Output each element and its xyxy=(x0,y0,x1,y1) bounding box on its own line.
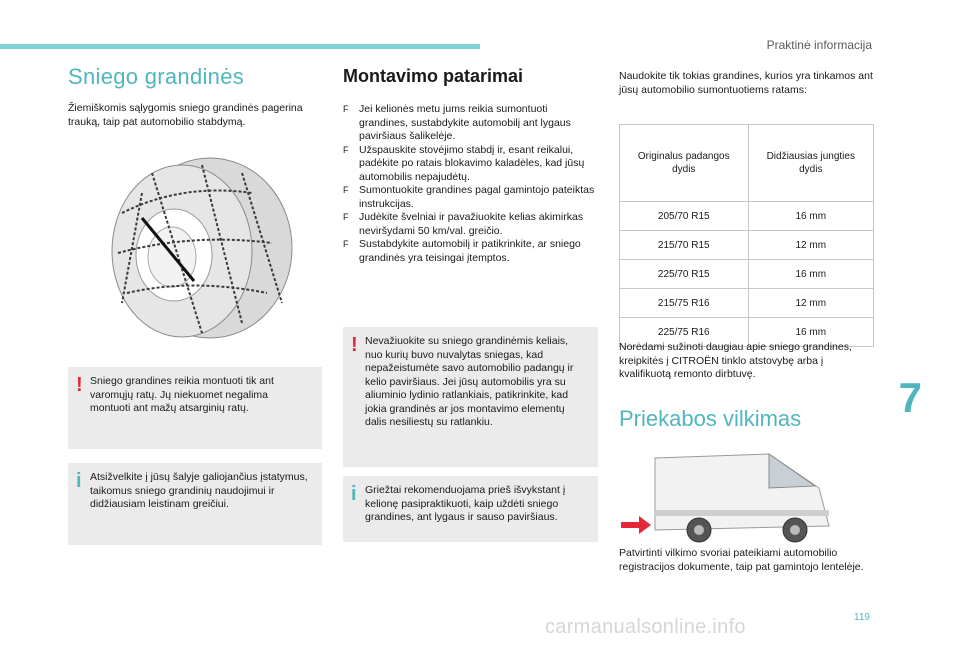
info-icon: i xyxy=(351,483,357,505)
warning-text: Nevažiuokite su sniego grandinėmis keliais, nuo kurių buvo nuvalytas sniegas, kad nepažeistumėte savo automobilio padangų ir kelio paviršiaus. Jei jūsų automobilis yra su aliuminio lydinio ratlankiais, patikrinkite, kad jokia grandinės ar jos montavimo elementų dalis nesiliestų su ratlankiu. xyxy=(365,335,574,428)
tyre-with-snow-chain-icon xyxy=(82,153,308,343)
bullet-icon: F xyxy=(343,239,349,249)
table-row xyxy=(620,202,874,231)
header-accent-bar xyxy=(0,44,480,49)
more-info-text: Norėdami sužinoti daugiau apie sniego grandines, kreipkitės į CITROËN tinklo atstovybę arba į kvalifikuotą remonto dirbtuvę. xyxy=(619,341,852,380)
list-item xyxy=(343,144,598,185)
list-item-text: Jei kelionės metu jums reikia sumontuoti grandines, sustabdykite automobilį ant lygaus paviršiaus šalikelėje. xyxy=(359,103,571,142)
towing-text: Patvirtinti vilkimo svoriai pateikiami automobilio registracijos dokumente, taip pat gamintojo lentelėje. xyxy=(619,547,864,573)
table-intro: Naudokite tik tokias grandines, kurios yra tinkamos ant jūsų automobilio sumontuotiems ratams: xyxy=(619,70,873,96)
table-cell: 12 mm xyxy=(748,231,873,260)
list-item xyxy=(343,103,598,144)
title-mounting-tips: Montavimo patarimai xyxy=(343,66,524,86)
table-header-row xyxy=(620,125,874,202)
info-icon: i xyxy=(76,470,82,492)
title-towing: Priekabos vilkimas xyxy=(619,406,802,431)
table-row xyxy=(620,231,874,260)
table-cell: 205/70 R15 xyxy=(620,202,749,231)
section-title: Praktinė informacija xyxy=(766,38,872,52)
info-box xyxy=(343,476,598,542)
table-cell: 215/75 R16 xyxy=(620,289,749,318)
warning-box xyxy=(343,327,598,467)
warning-icon: ! xyxy=(351,334,358,356)
bullet-icon: F xyxy=(343,212,349,222)
list-item-text: Judėkite švelniai ir pavažiuokite kelias akimirkas neviršydami 50 km/val. greičio. xyxy=(359,211,584,237)
table-cell: 16 mm xyxy=(748,260,873,289)
warning-box xyxy=(68,367,322,449)
mounting-tips-list xyxy=(343,103,598,265)
list-item-text: Užspauskite stovėjimo stabdį ir, esant reikalui, padėkite po ratais blokavimo kaladėles, kad jūsų automobilis nepajudėtų. xyxy=(359,143,585,183)
table-row xyxy=(620,260,874,289)
info-box xyxy=(68,463,322,545)
van-towing-arrow-icon xyxy=(619,448,849,548)
column-header: Originalus padangos dydis xyxy=(620,125,749,202)
table-cell: 16 mm xyxy=(748,318,873,347)
list-item xyxy=(343,211,598,238)
chain-size-table xyxy=(619,124,874,347)
table-cell: 215/70 R15 xyxy=(620,231,749,260)
title-snow-chains: Sniego grandinės xyxy=(68,64,245,89)
bullet-icon: F xyxy=(343,104,349,114)
intro-snow-chains: Žiemiškomis sąlygomis sniego grandinės pagerina trauką, taip pat automobilio stabdymą. xyxy=(68,102,303,128)
list-item xyxy=(343,184,598,211)
list-item-text: Sustabdykite automobilį ir patikrinkite, ar sniego grandinės yra teisingai įtemptos. xyxy=(359,238,581,264)
watermark: carmanualsonline.info xyxy=(545,616,746,638)
bullet-icon: F xyxy=(343,185,349,195)
column-header: Didžiausias jungties dydis xyxy=(748,125,873,202)
table-cell: 225/70 R15 xyxy=(620,260,749,289)
warning-icon: ! xyxy=(76,374,83,396)
warning-text: Sniego grandines reikia montuoti tik ant varomųjų ratų. Jų niekuomet negalima montuoti ant mažų atsarginių ratų. xyxy=(90,375,274,414)
info-text: Griežtai rekomenduojama prieš išvykstant į kelionę pasipraktikuoti, kaip uždėti sniego grandines, ant lygaus ir sauso paviršiaus. xyxy=(365,484,566,523)
info-text: Atsižvelkite į jūsų šalyje galiojančius įstatymus, taikomus sniego grandinių naudojimui ir didžiausiam leistinam greičiui. xyxy=(90,471,308,510)
list-item-text: Sumontuokite grandines pagal gamintojo pateiktas instrukcijas. xyxy=(359,184,595,210)
page-number: 119 xyxy=(854,612,870,623)
list-item xyxy=(343,238,598,265)
bullet-icon: F xyxy=(343,144,349,155)
table-cell: 12 mm xyxy=(748,289,873,318)
chapter-badge: 7 xyxy=(898,374,922,421)
table-cell: 225/75 R16 xyxy=(620,318,749,347)
table-row xyxy=(620,289,874,318)
table-cell: 16 mm xyxy=(748,202,873,231)
